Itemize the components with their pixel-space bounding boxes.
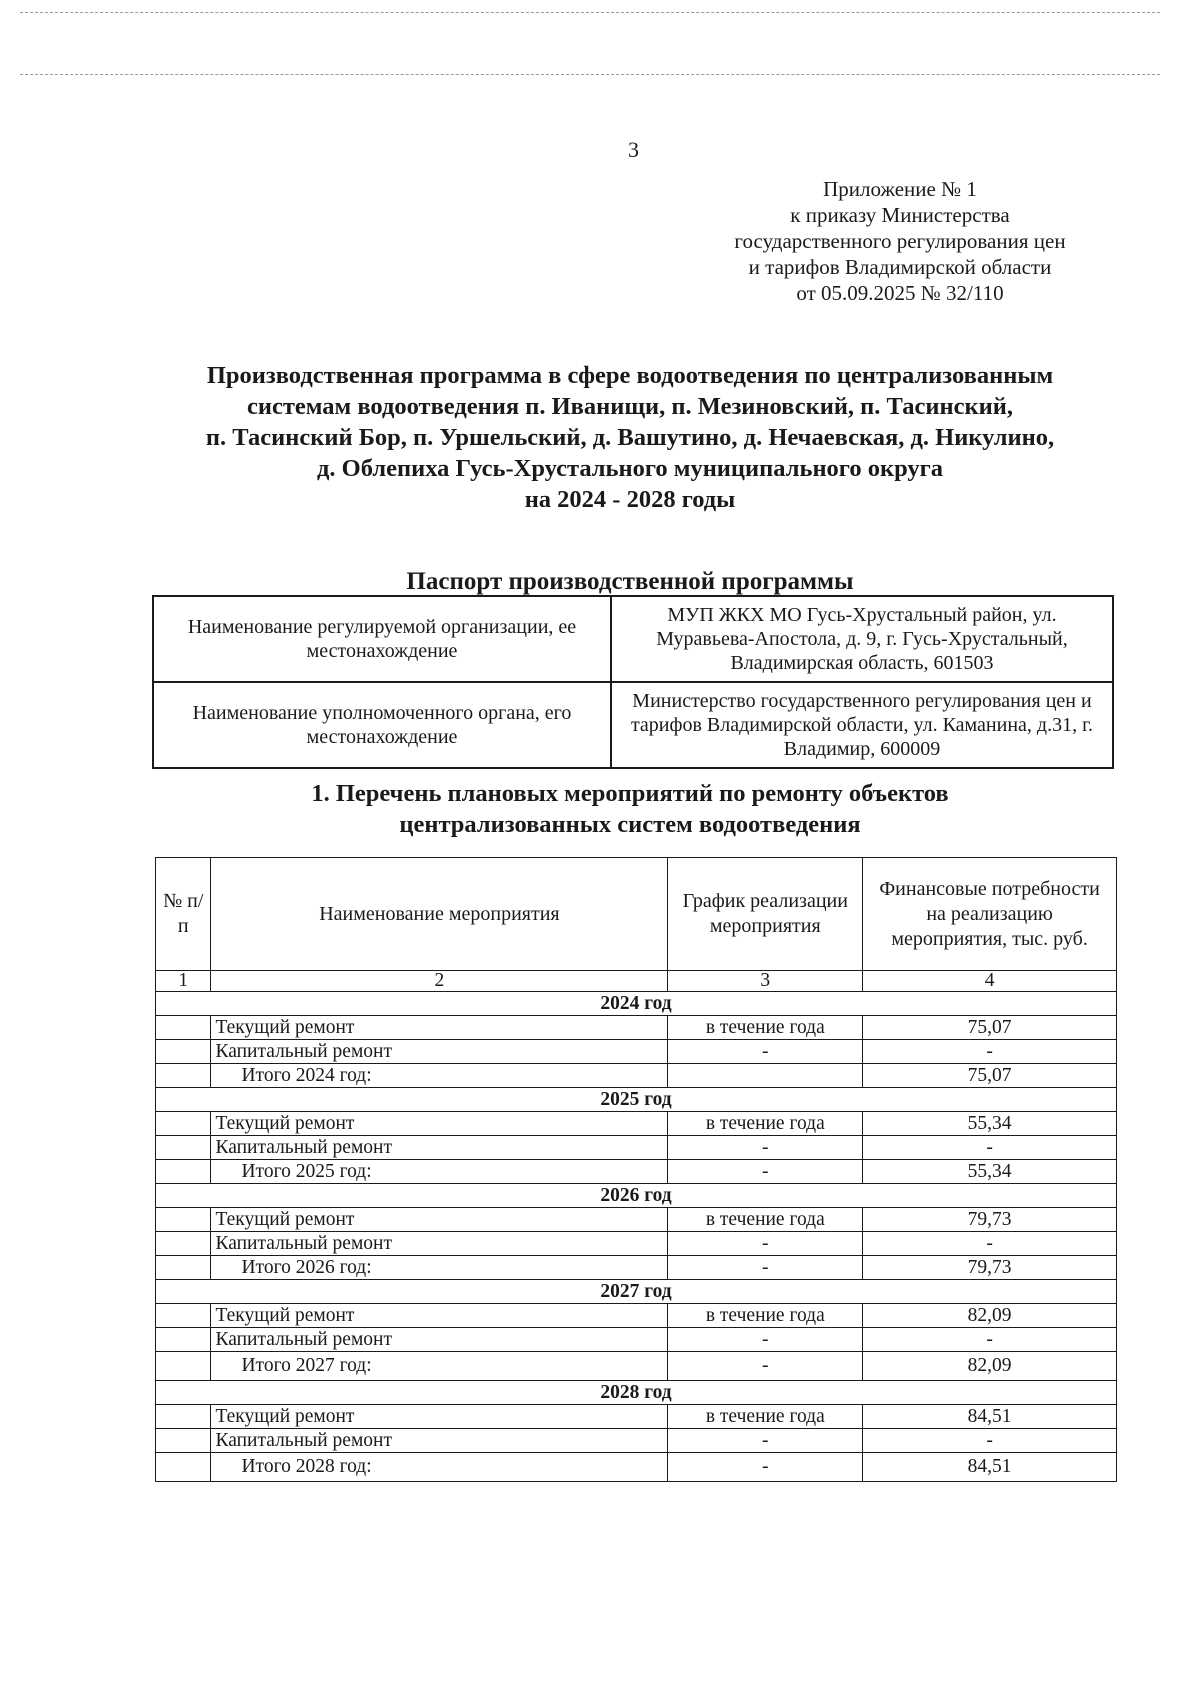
year-heading-row bbox=[156, 1184, 1117, 1208]
year-heading: 2026 год bbox=[156, 1184, 1117, 1208]
column-number: 1 bbox=[156, 971, 211, 992]
schedule-cell: в течение года bbox=[668, 1208, 863, 1232]
title-line-3: п. Тасинский Бор, п. Уршельский, д. Вашутино, д. Нечаевская, д. Никулино, bbox=[205, 424, 1055, 451]
row-number-cell bbox=[156, 1232, 211, 1256]
finance-value: 79,73 bbox=[863, 1208, 1117, 1232]
table-row bbox=[156, 1405, 1117, 1429]
year-heading: 2028 год bbox=[156, 1381, 1117, 1405]
repair-plan-table bbox=[155, 857, 1117, 1482]
year-heading-row bbox=[156, 1088, 1117, 1112]
table-header-row bbox=[156, 858, 1117, 971]
header-num: № п/п bbox=[156, 858, 211, 971]
table-row bbox=[156, 1453, 1117, 1482]
passport-value: Министерство государственного регулирования цен и тарифов Владимирской области, ул. Каманина, д.31, г. Владимир, 600009 bbox=[611, 682, 1113, 768]
table-row bbox=[156, 1208, 1117, 1232]
finance-value: 84,51 bbox=[863, 1453, 1117, 1482]
column-number: 4 bbox=[863, 971, 1117, 992]
activity-name: Капитальный ремонт bbox=[211, 1232, 668, 1256]
row-number-cell bbox=[156, 1328, 211, 1352]
table-row bbox=[156, 1064, 1117, 1088]
row-number-cell bbox=[156, 1016, 211, 1040]
schedule-cell: в течение года bbox=[668, 1016, 863, 1040]
page-number: 3 bbox=[628, 137, 639, 162]
schedule-cell: - bbox=[668, 1352, 863, 1381]
title-line-2: системам водоотведения п. Иванищи, п. Мезиновский, п. Тасинский, bbox=[247, 393, 1013, 420]
finance-value: - bbox=[863, 1232, 1117, 1256]
year-heading: 2024 год bbox=[156, 992, 1117, 1016]
total-label: Итого 2027 год: bbox=[211, 1352, 668, 1381]
activity-name: Капитальный ремонт bbox=[211, 1328, 668, 1352]
appendix-line-1: Приложение № 1 bbox=[823, 177, 977, 201]
passport-title: Паспорт производственной программы bbox=[406, 568, 854, 595]
year-heading: 2027 год bbox=[156, 1280, 1117, 1304]
activity-name: Капитальный ремонт bbox=[211, 1429, 668, 1453]
row-number-cell bbox=[156, 1453, 211, 1482]
header-name: Наименование мероприятия bbox=[211, 858, 668, 971]
schedule-cell: - bbox=[668, 1136, 863, 1160]
year-heading: 2025 год bbox=[156, 1088, 1117, 1112]
passport-row bbox=[153, 596, 1113, 682]
column-number-row bbox=[156, 971, 1117, 992]
table-row bbox=[156, 1232, 1117, 1256]
title-line-4: д. Облепиха Гусь-Хрустального муниципального округа bbox=[317, 455, 943, 482]
activity-name: Текущий ремонт bbox=[211, 1016, 668, 1040]
finance-value: - bbox=[863, 1328, 1117, 1352]
activity-name: Капитальный ремонт bbox=[211, 1136, 668, 1160]
passport-table bbox=[152, 595, 1114, 769]
schedule-cell: - bbox=[668, 1232, 863, 1256]
row-number-cell bbox=[156, 1160, 211, 1184]
section-title-line-2: централизованных систем водоотведения bbox=[399, 811, 861, 838]
finance-value: 55,34 bbox=[863, 1112, 1117, 1136]
year-heading-row bbox=[156, 1381, 1117, 1405]
total-label: Итого 2024 год: bbox=[211, 1064, 668, 1088]
scan-artifact-line-top bbox=[20, 12, 1160, 13]
schedule-cell: - bbox=[668, 1328, 863, 1352]
table-row bbox=[156, 1328, 1117, 1352]
title-line-1: Производственная программа в сфере водоотведения по централизованным bbox=[206, 362, 1054, 389]
title-line-5: на 2024 - 2028 годы bbox=[524, 486, 736, 513]
activity-name: Капитальный ремонт bbox=[211, 1040, 668, 1064]
finance-value: 75,07 bbox=[863, 1016, 1117, 1040]
row-number-cell bbox=[156, 1352, 211, 1381]
schedule-cell: в течение года bbox=[668, 1405, 863, 1429]
document-title bbox=[150, 360, 1110, 515]
table-row bbox=[156, 1304, 1117, 1328]
row-number-cell bbox=[156, 1064, 211, 1088]
header-finance: Финансовые потребности на реализацию мероприятия, тыс. руб. bbox=[863, 858, 1117, 971]
passport-label: Наименование уполномоченного органа, его местонахождение bbox=[153, 682, 611, 768]
table-row bbox=[156, 1016, 1117, 1040]
activity-name: Текущий ремонт bbox=[211, 1405, 668, 1429]
finance-value: - bbox=[863, 1136, 1117, 1160]
row-number-cell bbox=[156, 1112, 211, 1136]
row-number-cell bbox=[156, 1040, 211, 1064]
scan-artifact-line-second bbox=[20, 74, 1160, 75]
schedule-cell: - bbox=[668, 1453, 863, 1482]
schedule-cell: - bbox=[668, 1429, 863, 1453]
appendix-line-3: государственного регулирования цен bbox=[734, 229, 1066, 253]
year-sections bbox=[156, 992, 1117, 1482]
year-heading-row bbox=[156, 1280, 1117, 1304]
finance-value: 75,07 bbox=[863, 1064, 1117, 1088]
section-1-title bbox=[150, 778, 1110, 840]
appendix-line-5: от 05.09.2025 № 32/110 bbox=[796, 281, 1004, 305]
schedule-cell: в течение года bbox=[668, 1304, 863, 1328]
activity-name: Текущий ремонт bbox=[211, 1208, 668, 1232]
table-row bbox=[156, 1429, 1117, 1453]
schedule-cell: - bbox=[668, 1040, 863, 1064]
finance-value: 82,09 bbox=[863, 1304, 1117, 1328]
total-label: Итого 2026 год: bbox=[211, 1256, 668, 1280]
finance-value: 55,34 bbox=[863, 1160, 1117, 1184]
row-number-cell bbox=[156, 1256, 211, 1280]
row-number-cell bbox=[156, 1208, 211, 1232]
finance-value: - bbox=[863, 1040, 1117, 1064]
table-row bbox=[156, 1160, 1117, 1184]
schedule-cell: - bbox=[668, 1256, 863, 1280]
schedule-cell: в течение года bbox=[668, 1112, 863, 1136]
row-number-cell bbox=[156, 1136, 211, 1160]
column-number: 2 bbox=[211, 971, 668, 992]
passport-label: Наименование регулируемой организации, ее местонахождение bbox=[153, 596, 611, 682]
row-number-cell bbox=[156, 1405, 211, 1429]
column-number: 3 bbox=[668, 971, 863, 992]
section-title-line-1: 1. Перечень плановых мероприятий по ремонту объектов bbox=[311, 780, 949, 807]
finance-value: - bbox=[863, 1429, 1117, 1453]
total-label: Итого 2025 год: bbox=[211, 1160, 668, 1184]
passport-value: МУП ЖКХ МО Гусь-Хрустальный район, ул. Муравьева-Апостола, д. 9, г. Гусь-Хрустальный, Владимирская область, 601503 bbox=[611, 596, 1113, 682]
schedule-cell bbox=[668, 1064, 863, 1088]
table-row bbox=[156, 1136, 1117, 1160]
header-schedule: График реализации мероприятия bbox=[668, 858, 863, 971]
year-heading-row bbox=[156, 992, 1117, 1016]
appendix-line-4: и тарифов Владимирской области bbox=[748, 255, 1052, 279]
row-number-cell bbox=[156, 1304, 211, 1328]
finance-value: 84,51 bbox=[863, 1405, 1117, 1429]
table-row bbox=[156, 1352, 1117, 1381]
total-label: Итого 2028 год: bbox=[211, 1453, 668, 1482]
table-row bbox=[156, 1256, 1117, 1280]
activity-name: Текущий ремонт bbox=[211, 1304, 668, 1328]
appendix-block bbox=[700, 176, 1100, 306]
activity-name: Текущий ремонт bbox=[211, 1112, 668, 1136]
table-row bbox=[156, 1040, 1117, 1064]
row-number-cell bbox=[156, 1429, 211, 1453]
passport-row bbox=[153, 682, 1113, 768]
finance-value: 82,09 bbox=[863, 1352, 1117, 1381]
appendix-line-2: к приказу Министерства bbox=[790, 203, 1010, 227]
finance-value: 79,73 bbox=[863, 1256, 1117, 1280]
table-row bbox=[156, 1112, 1117, 1136]
schedule-cell: - bbox=[668, 1160, 863, 1184]
